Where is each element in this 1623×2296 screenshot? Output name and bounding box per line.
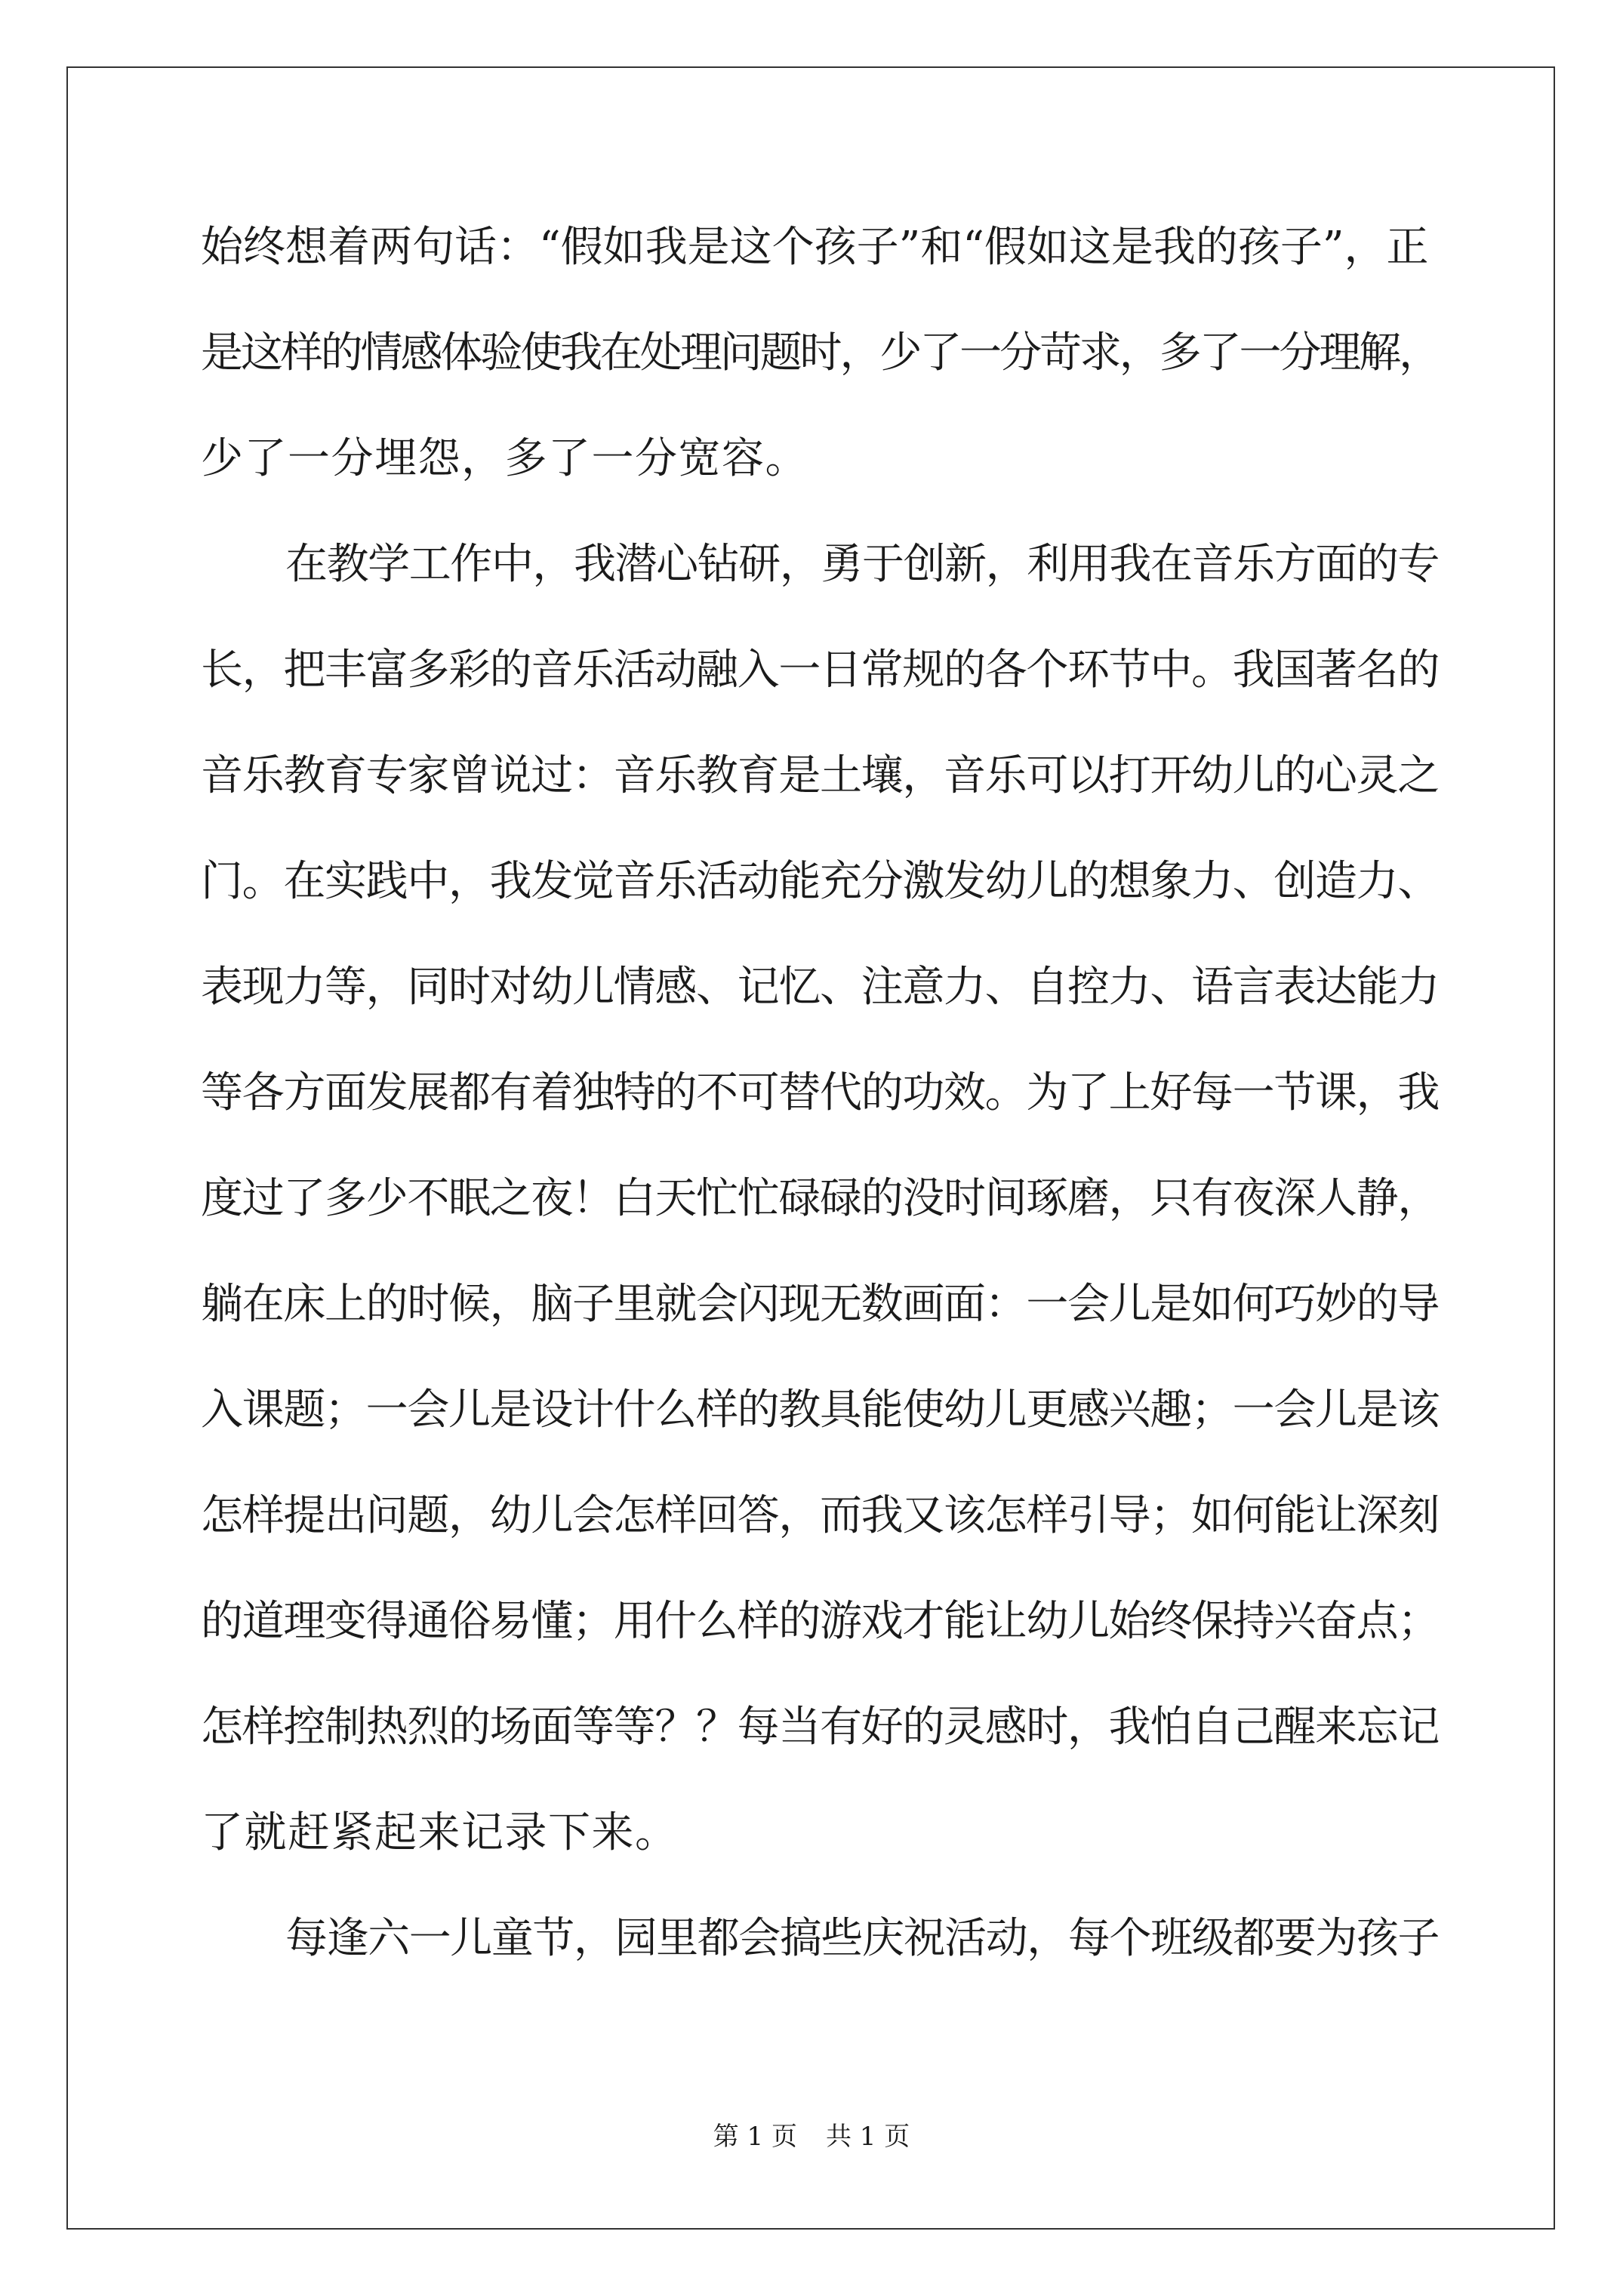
text-line: 度过了多少不眠之夜！白天忙忙碌碌的没时间琢磨，只有夜深人静， [201,1174,1440,1223]
page-number-current: 第 1 页 [713,2122,797,2152]
text-line: 每逢六一儿童节，园里都会搞些庆祝活动，每个班级都要为孩子 [285,1914,1440,1963]
text-line: 表现力等，同时对幼儿情感、记忆、注意力、自控力、语言表达能力 [201,963,1440,1012]
text-line: 在教学工作中，我潜心钻研，勇于创新，利用我在音乐方面的专 [285,540,1440,589]
text-line: 了就赶紧起来记录下来。 [201,1808,679,1857]
page-number-total: 共 1 页 [826,2122,910,2152]
text-line: 音乐教育专家曾说过：音乐教育是土壤，音乐可以打开幼儿的心灵之 [201,751,1440,800]
page-footer [0,2122,1623,2152]
text-line: 少了一分埋怨，多了一分宽容。 [201,434,808,483]
text-line: 的道理变得通俗易懂；用什么样的游戏才能让幼儿始终保持兴奋点； [201,1597,1440,1646]
text-line: 怎样控制热烈的场面等等？？每当有好的灵感时，我怕自己醒来忘记 [201,1703,1440,1752]
text-line: 门。在实践中，我发觉音乐活动能充分激发幼儿的想象力、创造力、 [201,857,1440,906]
text-line: 长，把丰富多彩的音乐活动融入一日常规的各个环节中。我国著名的 [201,646,1440,695]
text-line: 怎样提出问题，幼儿会怎样回答，而我又该怎样引导；如何能让深刻 [201,1491,1440,1540]
text-line: 躺在床上的时候，脑子里就会闪现无数画面：一会儿是如何巧妙的导 [201,1280,1440,1329]
text-line: 入课题；一会儿是设计什么样的教具能使幼儿更感兴趣；一会儿是该 [201,1385,1440,1435]
text-line: 等各方面发展都有着独特的不可替代的功效。为了上好每一节课，我 [201,1068,1440,1117]
document-body [201,195,1439,1992]
text-line: 是这样的情感体验使我在处理问题时，少了一分苛求，多了一分理解， [201,328,1440,378]
text-line: 始终想着两句话：“假如我是这个孩子”和“假如这是我的孩子”，正 [201,223,1429,272]
